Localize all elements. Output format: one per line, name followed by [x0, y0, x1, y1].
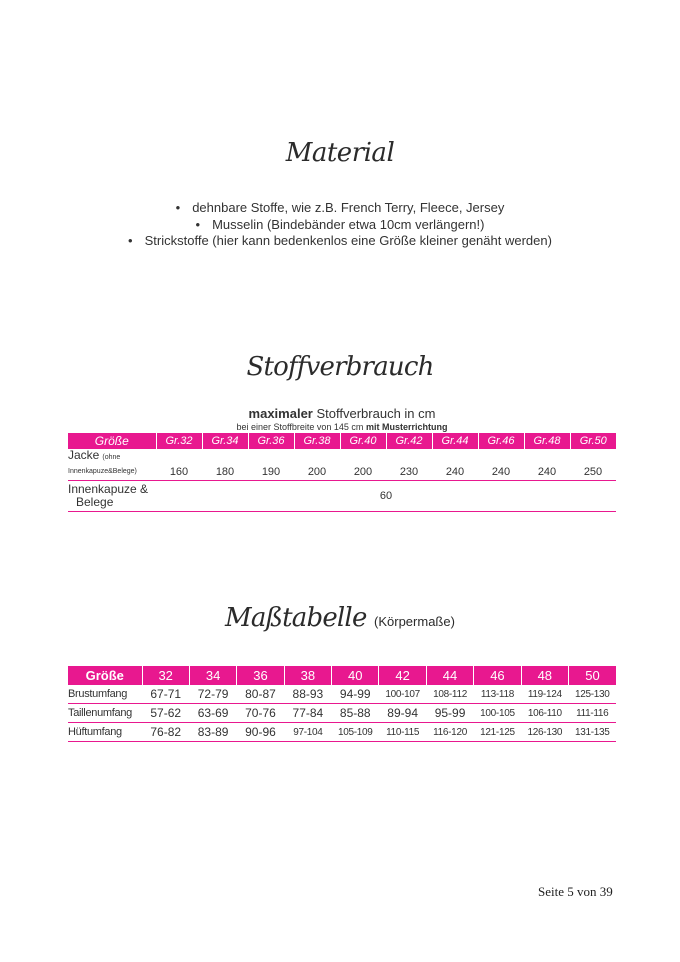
table-cell: 76-82 — [142, 723, 189, 742]
table-cell: 97-104 — [284, 723, 331, 742]
table-cell: 89-94 — [379, 704, 426, 723]
material-list — [0, 200, 680, 250]
size-col-36: Gr.36 — [248, 433, 294, 449]
table-cell: 108-112 — [426, 685, 473, 704]
size-col-44: 44 — [426, 666, 473, 685]
table-cell: 80-87 — [237, 685, 284, 704]
stoff-subcaption: bei einer Stoffbreite von 145 cm mit Musterrichtung — [236, 422, 448, 432]
table-row — [68, 723, 616, 742]
size-header: Größe — [68, 666, 142, 685]
size-col-50: 50 — [569, 666, 616, 685]
table-cell: 63-69 — [189, 704, 236, 723]
table-cell: 230 — [386, 449, 432, 481]
table-cell: 125-130 — [569, 685, 616, 704]
table-cell: 106-110 — [521, 704, 568, 723]
mass-subheading: (Körpermaße) — [374, 614, 455, 629]
table-cell: 121-125 — [474, 723, 521, 742]
row-label-jacke: Jacke (ohne Innenkapuze&Belege) — [68, 449, 156, 481]
stoff-table — [68, 433, 616, 512]
size-col-48: Gr.48 — [524, 433, 570, 449]
table-cell: 111-116 — [569, 704, 616, 723]
row-label-taille: Taillenumfang — [68, 704, 142, 723]
size-col-32: Gr.32 — [156, 433, 202, 449]
mass-table — [68, 666, 616, 742]
table-cell: 60 — [156, 481, 616, 512]
table-cell: 113-118 — [474, 685, 521, 704]
size-col-38: Gr.38 — [294, 433, 340, 449]
table-cell: 90-96 — [237, 723, 284, 742]
size-col-38: 38 — [284, 666, 331, 685]
table-cell: 240 — [478, 449, 524, 481]
size-col-34: Gr.34 — [202, 433, 248, 449]
table-row — [68, 449, 616, 481]
page-number: Seite 5 von 39 — [538, 884, 613, 899]
list-item: • Strickstoffe (hier kann bedenkenlos eine Größe kleiner genäht werden) — [128, 233, 552, 248]
row-label-innenkapuze: Innenkapuze & Belege — [68, 481, 156, 512]
table-cell: 88-93 — [284, 685, 331, 704]
size-col-36: 36 — [237, 666, 284, 685]
material-heading: Material — [285, 138, 395, 168]
bullet-icon: • — [195, 216, 201, 232]
size-col-50: Gr.50 — [570, 433, 616, 449]
size-col-46: Gr.46 — [478, 433, 524, 449]
table-row — [68, 481, 616, 512]
table-header-row — [68, 433, 616, 449]
table-cell: 119-124 — [521, 685, 568, 704]
table-cell: 57-62 — [142, 704, 189, 723]
table-cell: 190 — [248, 449, 294, 481]
bullet-icon: • — [175, 200, 181, 215]
list-item: • dehnbare Stoffe, wie z.B. French Terry, Fleece, Jersey — [175, 200, 505, 215]
table-cell: 240 — [432, 449, 478, 481]
table-cell: 77-84 — [284, 704, 331, 723]
size-col-32: 32 — [142, 666, 189, 685]
size-col-44: Gr.44 — [432, 433, 478, 449]
size-col-46: 46 — [474, 666, 521, 685]
table-cell: 126-130 — [521, 723, 568, 742]
table-cell: 94-99 — [332, 685, 379, 704]
table-cell: 180 — [202, 449, 248, 481]
table-row — [68, 685, 616, 704]
table-header-row — [68, 666, 616, 685]
table-cell: 100-105 — [474, 704, 521, 723]
table-cell: 105-109 — [332, 723, 379, 742]
table-cell: 116-120 — [426, 723, 473, 742]
table-cell: 240 — [524, 449, 570, 481]
list-item: • Musselin (Bindebänder etwa 10cm verlängern!) — [195, 216, 485, 232]
stoff-heading: Stoffverbrauch — [246, 352, 434, 382]
size-header: Größe — [68, 433, 156, 449]
table-cell: 70-76 — [237, 704, 284, 723]
table-cell: 83-89 — [189, 723, 236, 742]
size-col-48: 48 — [521, 666, 568, 685]
size-col-42: 42 — [379, 666, 426, 685]
table-cell: 160 — [156, 449, 202, 481]
size-col-40: 40 — [332, 666, 379, 685]
table-cell: 110-115 — [379, 723, 426, 742]
size-col-40: Gr.40 — [340, 433, 386, 449]
table-cell: 85-88 — [332, 704, 379, 723]
table-cell: 72-79 — [189, 685, 236, 704]
table-cell: 200 — [294, 449, 340, 481]
size-col-42: Gr.42 — [386, 433, 432, 449]
mass-heading: Maßtabelle (Körpermaße) — [225, 603, 455, 633]
size-col-34: 34 — [189, 666, 236, 685]
row-label-huefte: Hüftumfang — [68, 723, 142, 742]
bullet-icon: • — [128, 233, 133, 248]
table-row — [68, 704, 616, 723]
table-cell: 131-135 — [569, 723, 616, 742]
table-cell: 100-107 — [379, 685, 426, 704]
table-cell: 200 — [340, 449, 386, 481]
table-cell: 250 — [570, 449, 616, 481]
table-cell: 67-71 — [142, 685, 189, 704]
row-label-brust: Brustumfang — [68, 685, 142, 704]
stoff-caption: maximaler Stoffverbrauch in cm — [248, 406, 436, 421]
table-cell: 95-99 — [426, 704, 473, 723]
